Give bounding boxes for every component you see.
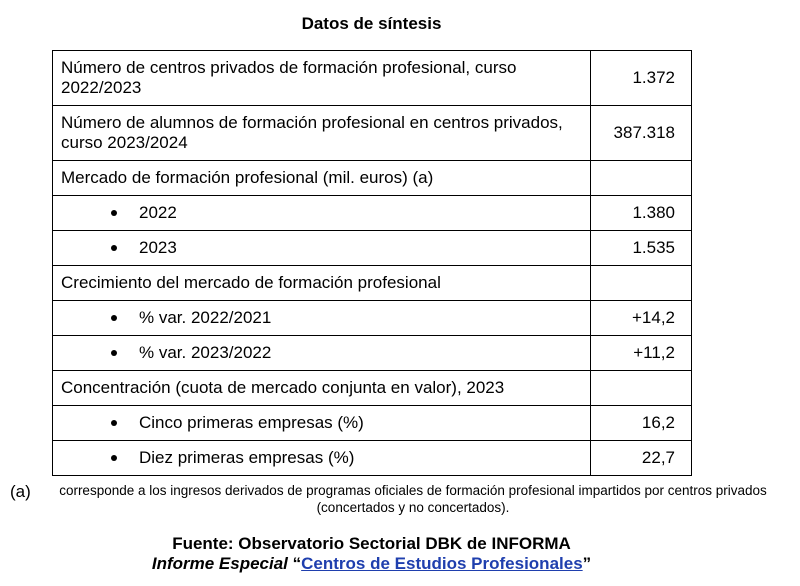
table-row: [53, 196, 692, 231]
source-line: Fuente: Observatorio Sectorial DBK de INFORMA: [172, 534, 571, 553]
bullet-icon: [111, 315, 117, 321]
table-row: [53, 406, 692, 441]
row-label: Cinco primeras empresas (%): [139, 413, 364, 432]
footnote: [10, 482, 780, 516]
close-quote: ”: [582, 554, 592, 573]
table-row: [53, 231, 692, 266]
footnote-text: corresponde a los ingresos derivados de programas oficiales de formación profesional impartidos por centros privados (concertados y no concertados).: [59, 483, 767, 515]
row-label: % var. 2022/2021: [139, 308, 272, 327]
table-row: [53, 51, 692, 106]
bullet-icon: [111, 245, 117, 251]
report-type: Informe Especial: [151, 554, 288, 573]
row-label: Número de centros privados de formación profesional, curso 2022/2023: [53, 51, 591, 106]
report-line: [0, 554, 743, 574]
row-label-cell: [53, 301, 591, 336]
row-label-cell: [53, 336, 591, 371]
table-row: [53, 266, 692, 301]
summary-table: [52, 50, 692, 476]
table-row: [53, 336, 692, 371]
row-label: Diez primeras empresas (%): [139, 448, 355, 467]
row-label-cell: [53, 406, 591, 441]
row-value: 387.318: [591, 106, 692, 161]
report-link[interactable]: Centros de Estudios Profesionales: [301, 554, 583, 573]
row-label-cell: [53, 441, 591, 476]
row-value: 22,7: [591, 441, 692, 476]
table-row: [53, 441, 692, 476]
row-value: [591, 161, 692, 196]
bullet-icon: [111, 210, 117, 216]
table-row: [53, 371, 692, 406]
row-value: 1.535: [591, 231, 692, 266]
row-label: 2022: [139, 203, 177, 222]
bullet-icon: [111, 350, 117, 356]
table-row: [53, 106, 692, 161]
row-value: 16,2: [591, 406, 692, 441]
row-label: 2023: [139, 238, 177, 257]
row-label-cell: [53, 196, 591, 231]
bullet-icon: [111, 420, 117, 426]
row-label: Número de alumnos de formación profesional en centros privados, curso 2023/2024: [53, 106, 591, 161]
page-title: Datos de síntesis: [301, 14, 442, 33]
row-value: 1.372: [591, 51, 692, 106]
row-value: [591, 371, 692, 406]
table-row: [53, 161, 692, 196]
row-label: Mercado de formación profesional (mil. euros) (a): [53, 161, 591, 196]
open-quote: “: [287, 554, 302, 573]
row-label: Concentración (cuota de mercado conjunta en valor), 2023: [53, 371, 591, 406]
footnote-marker: (a): [10, 482, 31, 501]
row-label: % var. 2023/2022: [139, 343, 272, 362]
row-label-cell: [53, 231, 591, 266]
row-label: Crecimiento del mercado de formación profesional: [53, 266, 591, 301]
source-block: [0, 534, 743, 574]
row-value: [591, 266, 692, 301]
table-row: [53, 301, 692, 336]
bullet-icon: [111, 455, 117, 461]
row-value: 1.380: [591, 196, 692, 231]
row-value: +11,2: [591, 336, 692, 371]
row-value: +14,2: [591, 301, 692, 336]
